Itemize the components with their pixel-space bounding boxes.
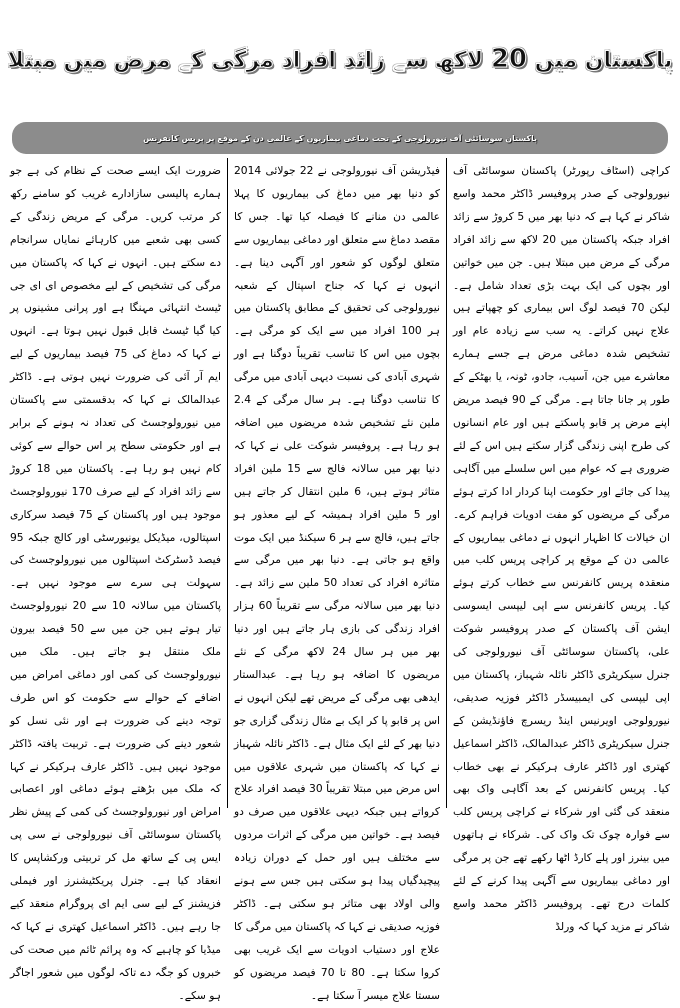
article-column-2: فیڈریشن آف نیورولوجی نے 22 جولائی 2014 کو دنیا بھر میں دماغ کی بیماریوں کا پہلا عالمی دن منانے کا فیصلہ کیا تھا۔ جس کا مقصد دماغ سے متعلق اور دماغی بیماریوں سے متعلق لوگوں کو شعور اور آگہی دینا ہے۔ انہوں نے کہا کہ جناح اسپتال کے شعبہ نیورولوجی کی تحقیق کے مطابق پاکستان میں ہر 100 افراد میں سے ایک کو مرگی ہے۔ بچوں میں اس کا تناسب تقریباً دوگنا ہے اور شہری آبادی کی نسبت دیہی آبادی میں مرگی کا تناسب دوگنا ہے۔ ہر سال مرگی کے 2.4 ملین نئے تشخیص شدہ مریضوں میں اضافہ ہو رہا ہے۔ پروفیسر شوکت علی نے کہا کہ دنیا بھر میں سالانہ فالج سے 15 ملین افراد متاثر ہوتے ہیں، 6 ملین انتقال کر جاتے ہیں اور 5 ملین افراد ہمیشہ کے لیے معذور ہو جاتے ہیں، فالج سے ہر 6 سیکنڈ میں ایک موت واقع ہو جاتی ہے۔ دنیا بھر میں مرگی سے متاثرہ افراد کی تعداد 50 ملین سے زائد ہے۔ دنیا بھر میں سالانہ مرگی سے تقریباً 60 ہزار افراد زندگی کی بازی ہار جاتے ہیں اور دنیا بھر میں ہر سال 24 لاکھ مرگی کے نئے مریضوں کا اضافہ ہو رہا ہے۔ عبدالستار ایدھی بھی مرگی کے مریض تھے لیکن انہوں نے اس پر قابو پا کر ایک بے مثال زندگی گزاری جو دنیا بھر کے لئے ایک مثال ہے۔ ڈاکٹر نائلہ شہباز نے کہا کہ پاکستان میں شہری علاقوں میں اس مرض میں مبتلا تقریباً 30 فیصد افراد علاج کرواتے ہیں جبکہ دیہی علاقوں میں صرف دو فیصد ہے۔ خواتین میں مرگی کے اثرات مردوں سے مختلف ہیں اور حمل کے دوران زیادہ پیچیدگیاں پیدا ہو سکتی ہیں جس سے ہونے والی اولاد بھی متاثر ہو سکتی ہے۔ ڈاکٹر فوزیہ صدیقی نے کہا کہ پاکستان میں مرگی کا علاج اور دستیاب ادویات سے ایک غریب بھی کروا سکتا ہے۔ 80 تا 70 فیصد مریضوں کو سستا علاج میسر آ سکتا ہے۔ — [227, 158, 447, 808]
headline-number: 20 — [490, 44, 527, 75]
headline — [4, 4, 676, 116]
article-column-1: کراچی (اسٹاف رپورٹر) پاکستان سوسائٹی آف نیورولوجی کے صدر پروفیسر ڈاکٹر محمد واسع شاکر نے کہا ہے کہ دنیا بھر میں 5 کروڑ سے زائد افراد جبکہ پاکستان میں 20 لاکھ سے زائد افراد مرگی کے مرض میں مبتلا ہیں۔ جن میں خواتین اور بچوں کی ایک بہت بڑی تعداد شامل ہے۔ لیکن 70 فیصد لوگ اس بیماری کو چھپاتے ہیں علاج نہیں کراتے۔ یہ سب سے زیادہ عام اور تشخیص شدہ دماغی مرض ہے جسے ہمارے معاشرے میں جن، آسیب، جادو، ٹونہ، یا بھٹکے کے طور پر جانا جاتا ہے۔ مرگی کے 90 فیصد مریض اپنے مرض پر قابو پاسکتے ہیں اور عام انسانوں کی طرح اپنی زندگی گزار سکتے ہیں اس کے لئے ضروری ہے کہ عوام میں اس سلسلے میں آگاہی پیدا کی جائے اور حکومت اپنا کردار ادا کرتے ہوئے مرگی کے مریضوں کو مفت ادویات فراہم کرے۔ ان خیالات کا اظہار انہوں نے دماغی بیماریوں کے عالمی دن کے موقع پر کراچی پریس کلب میں منعقدہ پریس کانفرنس سے خطاب کرتے ہوئے کیا۔ پریس کانفرنس سے اپی لیپسی ایسوسی ایشن آف پاکستان کے صدر پروفیسر شوکت علی، پاکستان سوسائٹی آف نیورولوجی کی جنرل سیکریٹری ڈاکٹر نائلہ شہباز، پاکستان میں اپی لیپسی کی ایمبیسڈر ڈاکٹر فوزیہ صدیقی، نیورولوجی اویرنیس اینڈ ریسرچ فاؤنڈیشن کے جنرل سیکریٹری ڈاکٹر عبدالمالک، ڈاکٹر اسماعیل کھتری اور ڈاکٹر عارف ہرکیکر نے بھی خطاب کیا۔ پریس کانفرنس کے بعد آگاہی واک بھی منعقد کی گئی اور شرکاء نے کراچی پریس کلب سے فوارہ چوک تک واک کی۔ شرکاء نے ہاتھوں میں بینرز اور پلے کارڈ اٹھا رکھے تھے جن پر مرگی اور دماغی بیماریوں سے آگہی پیدا کرنے کے لئے کلمات درج تھے۔ پروفیسر ڈاکٹر محمد واسع شاکر نے مزید کہا کہ ورلڈ — [453, 164, 670, 933]
subheadline-banner: پاکستان سوسائٹی آف نیورولوجی کے تحت دماغی بیماریوں کے عالمی دن کے موقع پر پریس کانفرنس — [12, 122, 668, 154]
article-columns — [4, 158, 676, 1002]
headline-after-number: لاکھ سے زائد افراد مرگی کے مرض میں مبتلا — [7, 48, 491, 74]
headline-text — [8, 46, 673, 73]
headline-before-number: پاکستان میں — [527, 48, 673, 74]
article-column-3: ضرورت ایک ایسے صحت کے نظام کی ہے جو ہمارے پالیسی سازادارے غریب کو سامنے رکھ کر مرتب کریں۔ مرگی کے مریض زندگی کے کسی بھی شعبے میں کارہائے نمایاں سرانجام دے سکتے ہیں۔ انہوں نے کہا کہ پاکستان میں مرگی کی تشخیص کے لیے مخصوص ای ای جی ٹیسٹ انتہائی مہنگا ہے اور پرانی مشینوں پر کیا گیا ٹیسٹ قابل قبول نہیں ہوتا ہے۔ انہوں نے کہا کہ دماغ کی 75 فیصد بیماریوں کے لیے ایم آر آئی کی ضرورت نہیں ہوتی ہے۔ ڈاکٹر عبدالمالک نے کہا کہ بدقسمتی سے پاکستان میں نیورولوجسٹ کی تعداد نہ ہونے کے برابر ہے اور حکومتی سطح پر اس حوالے سے کوئی کام نہیں ہو رہا ہے۔ پاکستان میں 18 کروڑ سے زائد افراد کے لیے صرف 170 نیورولوجسٹ موجود ہیں اور پاکستان کے 75 فیصد سرکاری اسپتالوں، میڈیکل یونیورسٹی اور کالج جبکہ 95 فیصد ڈسٹرکٹ اسپتالوں میں نیورولوجسٹ کی سہولت ہی سرے سے موجود نہیں ہے۔ پاکستان میں سالانہ 10 سے 20 نیورولوجسٹ تیار ہوتے ہیں جن میں سے 50 فیصد بیرون ملک منتقل ہو جاتے ہیں۔ ملک میں نیورولوجسٹ کی کمی اور دماغی امراض میں اضافے کے حوالے سے حکومت کو اس طرف توجہ دینے کی ضرورت ہے اور نئی نسل کو شعور دینے کی ضرورت ہے۔ تربیت یافتہ ڈاکٹر موجود نہیں ہیں۔ ڈاکٹر عارف ہرکیکر نے کہا کہ ملک میں بڑھتے ہوئے دماغی اور اعصابی امراض اور نیورولوجسٹ کی کمی کے پیش نظر پاکستان سوسائٹی آف نیورولوجی نے سی پی ایس پی کے ساتھ مل کر تربیتی ورکشاپس کا انعقاد کیا ہے۔ جنرل پریکٹیشنرز اور فیملی فزیشنز کے لیے سی ایم ای پروگرام منعقد کیے جا رہے ہیں۔ ڈاکٹر اسماعیل کھتری نے کہا کہ میڈیا کو چاہیے کہ وہ پرائم ٹائم میں صحت کی خبروں کو جگہ دے تاکہ لوگوں میں شعور اجاگر ہو سکے۔ — [10, 164, 221, 1002]
